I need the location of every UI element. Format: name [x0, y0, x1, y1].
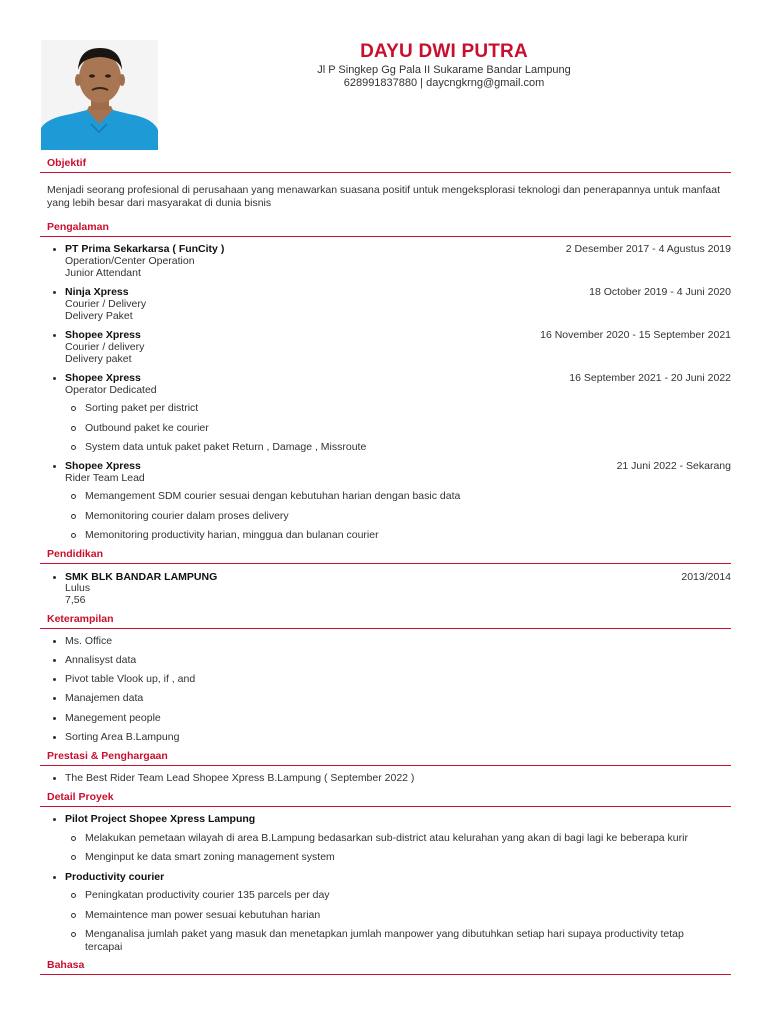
header: [160, 40, 728, 89]
experience-role: Courier / Delivery: [65, 298, 147, 310]
skill-item: Sorting Area B.Lampung: [65, 731, 180, 743]
experience-task: Memangement SDM courier sesuai dengan kebutuhan harian dengan basic data: [85, 490, 461, 502]
section-title-languages: Bahasa: [47, 959, 85, 971]
experience-role: Operation/Center Operation: [65, 255, 195, 267]
section-title-skills: Keterampilan: [47, 613, 114, 625]
bullet-icon: [53, 334, 56, 337]
sub-bullet-icon: [71, 913, 76, 918]
bullet-icon: [53, 248, 56, 251]
skill-item: Pivot table Vlook up, if , and: [65, 673, 196, 685]
skill-item: Annalisyst data: [65, 654, 137, 666]
experience-position: Delivery paket: [65, 353, 132, 365]
section-title-awards: Prestasi & Penghargaan: [47, 750, 168, 762]
bullet-icon: [53, 291, 56, 294]
bullet-icon: [53, 717, 56, 720]
sub-bullet-icon: [71, 426, 76, 431]
section-divider: [40, 806, 731, 807]
bullet-icon: [53, 777, 56, 780]
bullet-icon: [53, 876, 56, 879]
sub-bullet-icon: [71, 533, 76, 538]
sub-bullet-icon: [71, 494, 76, 499]
experience-date: 16 November 2020 - 15 September 2021: [540, 329, 731, 341]
skill-item: Manegement people: [65, 712, 161, 724]
education-status: Lulus: [65, 582, 91, 594]
bullet-icon: [53, 465, 56, 468]
experience-company: Ninja Xpress: [65, 286, 129, 298]
skill-item: Manajemen data: [65, 692, 144, 704]
experience-date: 21 Juni 2022 - Sekarang: [616, 460, 731, 472]
bullet-icon: [53, 678, 56, 681]
experience-date: 2 Desember 2017 - 4 Agustus 2019: [565, 243, 731, 255]
project-name: Pilot Project Shopee Xpress Lampung: [65, 813, 256, 825]
skill-item: Ms. Office: [65, 635, 113, 647]
experience-task: System data untuk paket paket Return , Damage , Missroute: [85, 441, 367, 453]
section-divider: [40, 765, 731, 766]
project-task: Peningkatan productivity courier 135 parcels per day: [85, 889, 330, 901]
sub-bullet-icon: [71, 445, 76, 450]
experience-position: Delivery Paket: [65, 310, 133, 322]
sub-bullet-icon: [71, 893, 76, 898]
experience-company: Shopee Xpress: [65, 460, 141, 472]
experience-role: Operator Dedicated: [65, 384, 157, 396]
address: Jl P Singkep Gg Pala II Sukarame Bandar Lampung: [317, 64, 571, 76]
experience-task: Memonitoring productivity harian, minggua dan bulanan courier: [85, 529, 379, 541]
experience-task: Sorting paket per district: [85, 402, 199, 414]
project-task: Melakukan pemetaan wilayah di area B.Lampung bedasarkan sub-district atau kelurahan yang akan di bagi lagi ke beberapa kurir: [85, 832, 688, 844]
section-title-projects: Detail Proyek: [47, 791, 114, 803]
section-divider: [40, 236, 731, 237]
bullet-icon: [53, 640, 56, 643]
section-divider: [40, 563, 731, 564]
bullet-icon: [53, 818, 56, 821]
project-task: Memaintence man power sesuai kebutuhan harian: [85, 909, 321, 921]
experience-company: PT Prima Sekarkarsa ( FunCity ): [65, 243, 225, 255]
experience-role: Courier / delivery: [65, 341, 145, 353]
experience-position: Junior Attendant: [65, 267, 141, 279]
experience-date: 18 October 2019 - 4 Juni 2020: [589, 286, 731, 298]
sub-bullet-icon: [71, 406, 76, 411]
section-title-objective: Objektif: [47, 157, 87, 169]
bullet-icon: [53, 377, 56, 380]
award-item: The Best Rider Team Lead Shopee Xpress B.Lampung ( September 2022 ): [65, 772, 415, 784]
experience-role: Rider Team Lead: [65, 472, 145, 484]
experience-company: Shopee Xpress: [65, 329, 141, 341]
profile-photo: [41, 40, 158, 150]
section-divider: [40, 628, 731, 629]
section-title-education: Pendidikan: [47, 548, 104, 560]
objective-text: Menjadi seorang profesional di perusahaan yang menawarkan suasana positif untuk mengeksplorasi teknologi dan penerapannya untuk manfaat yang lebih besar dari masyarakat di dunia bisnis: [47, 184, 721, 209]
education-year: 2013/2014: [681, 571, 731, 583]
project-task: Menginput ke data smart zoning management system: [85, 851, 335, 863]
bullet-icon: [53, 736, 56, 739]
sub-bullet-icon: [71, 836, 76, 841]
education-school: SMK BLK BANDAR LAMPUNG: [65, 571, 218, 583]
sub-bullet-icon: [71, 932, 76, 937]
section-title-experience: Pengalaman: [47, 221, 109, 233]
section-divider: [40, 974, 731, 975]
experience-task: Memonitoring courier dalam proses delivery: [85, 510, 289, 522]
project-name: Productivity courier: [65, 871, 165, 883]
bullet-icon: [53, 697, 56, 700]
experience-company: Shopee Xpress: [65, 372, 141, 384]
experience-task: Outbound paket ke courier: [85, 422, 209, 434]
education-score: 7,56: [65, 594, 86, 606]
bullet-icon: [53, 659, 56, 662]
bullet-icon: [53, 576, 56, 579]
sub-bullet-icon: [71, 514, 76, 519]
contact-info: 628991837880 | daycngkrng@gmail.com: [343, 76, 545, 89]
full-name: DAYU DWI PUTRA: [360, 41, 528, 62]
project-task: Menganalisa jumlah paket yang masuk dan menetapkan jumlah manpower yang dibutuhkan setiap hari supaya productivity tetap tercapai: [85, 928, 684, 953]
sub-bullet-icon: [71, 855, 76, 860]
section-divider: [40, 172, 731, 173]
experience-date: 16 September 2021 - 20 Juni 2022: [569, 372, 731, 384]
